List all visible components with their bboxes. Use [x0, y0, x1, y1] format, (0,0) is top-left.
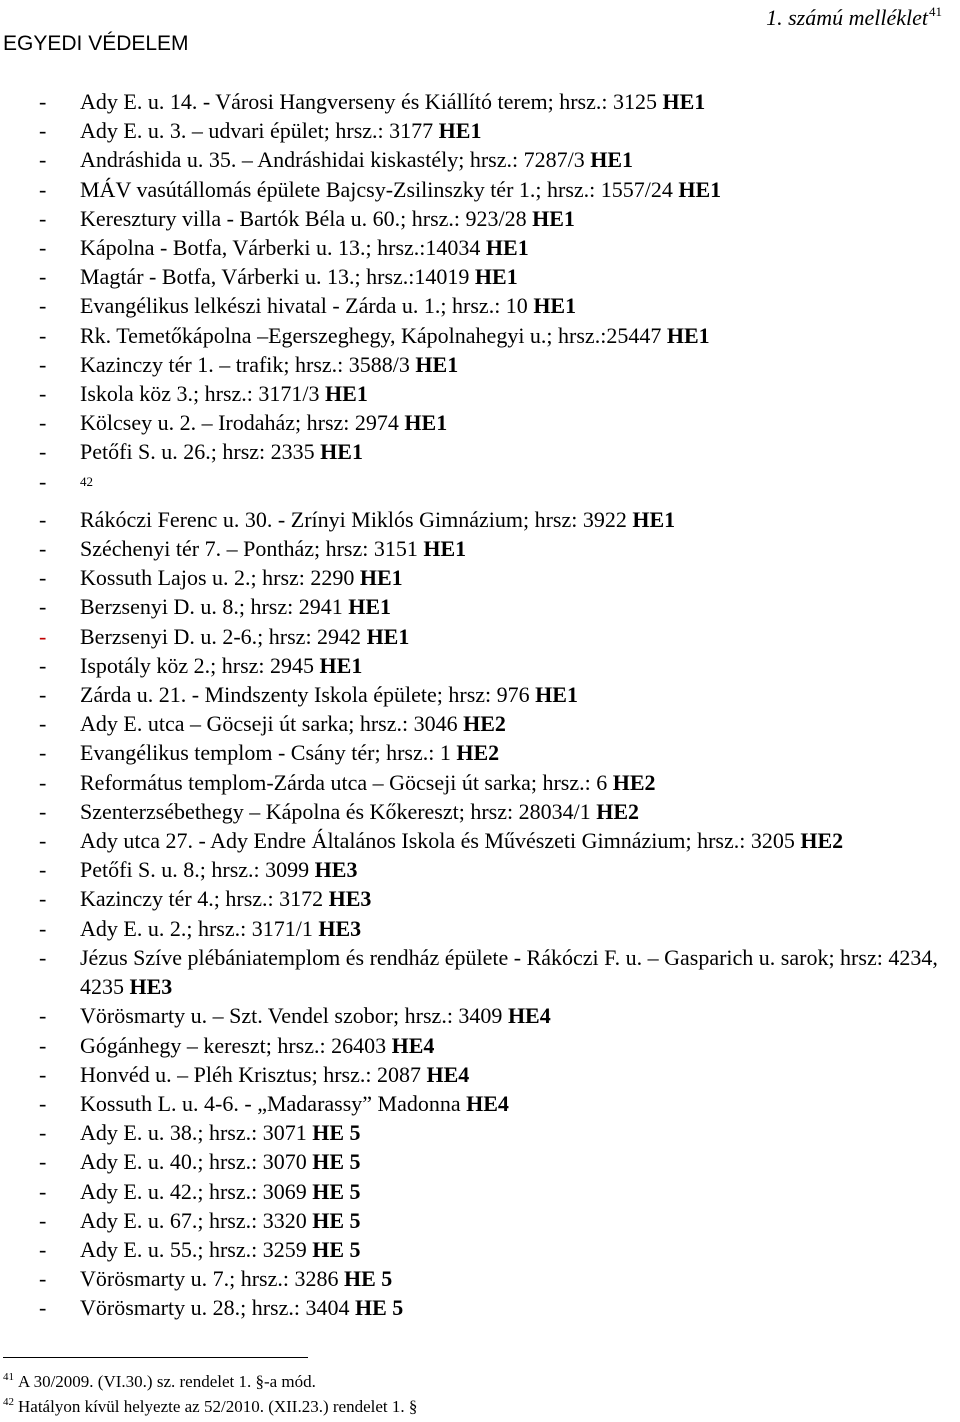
list-item-text — [80, 592, 960, 621]
list-bullet-dash: - — [39, 322, 47, 348]
list-bullet-dash: - — [39, 536, 47, 562]
list-item — [0, 651, 960, 680]
list-item — [0, 505, 960, 534]
address-text: Honvéd u. – Pléh Krisztus; hrsz.: 2087 — [80, 1061, 427, 1087]
list-item — [0, 943, 960, 1001]
protection-category: HE 5 — [312, 1149, 361, 1175]
address-text: Petőfi S. u. 8.; hrsz.: 3099 — [80, 857, 315, 883]
list-item — [0, 437, 960, 466]
protection-category: HE1 — [662, 89, 706, 114]
list-bullet-dash: - — [39, 118, 47, 144]
footnote-ref-42: 42 — [80, 473, 93, 489]
protection-category: HE1 — [366, 623, 410, 649]
list-item — [0, 884, 960, 913]
page-title: EGYEDI VÉDELEM — [3, 32, 189, 55]
list-bullet-dash: - — [39, 381, 47, 407]
address-text: Magtár - Botfa, Várberki u. 13.; hrsz.:14019 — [80, 264, 475, 290]
list-bullet-dash: - — [39, 506, 47, 532]
list-item — [0, 855, 960, 884]
list-bullet-dash: - — [39, 857, 47, 883]
list-item-text — [80, 563, 960, 592]
protection-category: HE3 — [318, 915, 362, 941]
list-bullet-dash: - — [39, 944, 47, 970]
list-item — [0, 291, 960, 320]
address-text: Evangélikus templom - Csány tér; hrsz.: 1 — [80, 740, 457, 766]
protection-category: HE1 — [348, 594, 392, 620]
list-bullet-dash: - — [39, 652, 47, 678]
protection-category: HE2 — [596, 798, 640, 824]
list-item-text — [80, 1206, 960, 1235]
address-text: Ady E. u. 40.; hrsz.: 3070 — [80, 1149, 313, 1175]
list-bullet-dash: - — [39, 439, 47, 465]
protection-category: HE1 — [632, 506, 676, 532]
address-text: MÁV vasútállomás épülete Bajcsy-Zsilinszky tér 1.; hrsz.: 1557/24 — [80, 176, 679, 202]
list-bullet-dash: - — [39, 351, 47, 377]
address-text: Berzsenyi D. u. 8.; hrsz: 2941 — [80, 594, 349, 620]
footnote-42: $^{42}$ Hatályon kívül helyezte az 52/2010. (XII.23.) rendelet 1. § — [3, 1396, 418, 1416]
protection-category: HE 5 — [343, 1266, 393, 1292]
protection-category: HE4 — [426, 1061, 470, 1087]
list-item — [0, 145, 960, 174]
protection-category: HE1 — [423, 536, 467, 562]
address-text: Evangélikus lelkészi hivatal - Zárda u. 1.; hrsz.: 10 — [80, 293, 534, 319]
list-item-text — [80, 262, 960, 291]
list-item — [0, 1118, 960, 1147]
list-item-text — [80, 1001, 960, 1030]
address-text: Ispotály köz 2.; hrsz: 2945 — [80, 652, 320, 678]
list-item — [0, 592, 960, 621]
list-item-text — [80, 1235, 960, 1264]
address-text: Kápolna - Botfa, Várberki u. 13.; hrsz.:14034 — [80, 235, 486, 261]
address-text: Vörösmarty u. 7.; hrsz.: 3286 — [80, 1266, 344, 1292]
list-item-text — [80, 233, 960, 262]
list-item-text — [80, 321, 960, 350]
list-bullet-dash: - — [39, 235, 47, 261]
list-item — [0, 175, 960, 204]
protection-category: HE1 — [359, 565, 403, 591]
list-item — [0, 204, 960, 233]
list-item — [0, 1060, 960, 1089]
protection-category: HE3 — [129, 974, 173, 1000]
protection-category: HE1 — [415, 351, 459, 377]
list-item — [0, 1001, 960, 1030]
list-item — [0, 563, 960, 592]
protection-category: HE2 — [800, 828, 844, 854]
address-text: Petőfi S. u. 26.; hrsz: 2335 — [80, 439, 321, 465]
address-text: Vörösmarty u. 28.; hrsz.: 3404 — [80, 1295, 355, 1321]
protection-category: HE1 — [404, 410, 448, 436]
address-text: Kazinczy tér 4.; hrsz.: 3172 — [80, 886, 329, 912]
protection-category: HE1 — [590, 147, 634, 173]
list-item — [0, 1206, 960, 1235]
list-item-text — [80, 709, 960, 738]
list-bullet-dash: - — [39, 828, 47, 854]
list-item-text — [80, 534, 960, 563]
protection-category: HE4 — [507, 1003, 551, 1029]
list-item — [0, 797, 960, 826]
list-item — [0, 709, 960, 738]
list-item-text — [80, 768, 960, 797]
address-text: Ady E. u. 3. – udvari épület; hrsz.: 3177 — [80, 118, 439, 144]
list-item-text — [80, 1060, 960, 1089]
list-item-text — [80, 826, 960, 855]
protection-category: HE1 — [325, 381, 368, 407]
address-text: Vörösmarty u. – Szt. Vendel szobor; hrsz.: 3409 — [80, 1003, 508, 1029]
protection-category: HE1 — [532, 205, 575, 231]
list-bullet-dash: - — [39, 623, 47, 649]
address-text: Keresztury villa - Bartók Béla u. 60.; hrsz.: 923/28 — [80, 205, 533, 231]
address-text: Ady E. u. 55.; hrsz.: 3259 — [80, 1236, 313, 1262]
list-item — [0, 622, 960, 651]
list-bullet-dash: - — [39, 565, 47, 591]
list-item-text — [80, 204, 960, 233]
list-item-text — [80, 1177, 960, 1206]
list-item-text — [80, 1118, 960, 1147]
footnote-41: $^{41}$ A 30/2009. (VI.30.) sz. rendelet 1. §-a mód. — [3, 1371, 316, 1391]
list-item-text — [80, 116, 960, 145]
list-bullet-dash: - — [39, 740, 47, 766]
list-item — [0, 1147, 960, 1176]
list-item-text — [80, 1089, 960, 1118]
address-text: Rákóczi Ferenc u. 30. - Zrínyi Miklós Gimnázium; hrsz: 3922 — [80, 506, 633, 532]
protection-category: HE1 — [438, 118, 482, 144]
list-item-text — [80, 1293, 960, 1322]
address-text: Jézus Szíve plébániatemplom és rendház épülete - Rákóczi F. u. – Gasparich u. sarok; hrsz: 4234, 4235 — [80, 944, 938, 1000]
protection-category: HE2 — [612, 769, 656, 795]
address-text: Ady E. utca – Göcseji út sarka; hrsz.: 3046 — [80, 711, 464, 737]
list-bullet-dash: - — [39, 468, 47, 494]
list-item — [0, 467, 960, 505]
protection-category: HE1 — [535, 682, 578, 708]
protection-category: HE1 — [666, 322, 710, 348]
list-item-text — [80, 1264, 960, 1293]
list-bullet-dash: - — [39, 1120, 47, 1146]
protection-category: HE4 — [466, 1090, 509, 1116]
protection-category: HE 5 — [312, 1178, 361, 1204]
footnote-separator — [3, 1357, 308, 1358]
address-text: Ady E. u. 67.; hrsz.: 3320 — [80, 1207, 313, 1233]
list-bullet-dash: - — [39, 1266, 47, 1292]
address-text: Ady utca 27. - Ady Endre Általános Iskola és Művészeti Gimnázium; hrsz.: 3205 — [80, 828, 801, 854]
list-item — [0, 914, 960, 943]
protection-category: HE1 — [474, 264, 518, 290]
list-item-text — [80, 467, 960, 505]
list-bullet-dash: - — [39, 798, 47, 824]
address-text: Kossuth L. u. 4-6. - „Madarassy” Madonna — [80, 1090, 467, 1116]
list-item — [0, 768, 960, 797]
list-item — [0, 379, 960, 408]
list-bullet-dash: - — [39, 176, 47, 202]
list-bullet-dash: - — [39, 1003, 47, 1029]
list-bullet-dash: - — [39, 1207, 47, 1233]
list-item-text — [80, 350, 960, 379]
protection-category: HE 5 — [312, 1207, 361, 1233]
list-item-text — [80, 855, 960, 884]
list-item — [0, 1235, 960, 1264]
list-item-text — [80, 291, 960, 320]
protected-buildings-list — [0, 87, 960, 1323]
list-item — [0, 87, 960, 116]
address-text: Széchenyi tér 7. – Pontház; hrsz: 3151 — [80, 536, 424, 562]
list-item — [0, 233, 960, 262]
address-text: Gógánhegy – kereszt; hrsz.: 26403 — [80, 1032, 392, 1058]
list-item — [0, 1293, 960, 1322]
list-item-text — [80, 797, 960, 826]
list-item — [0, 350, 960, 379]
list-item-text — [80, 1031, 960, 1060]
footnote-ref-41: 41 — [929, 4, 942, 19]
list-item-text — [80, 437, 960, 466]
list-item — [0, 1264, 960, 1293]
list-bullet-dash: - — [39, 886, 47, 912]
protection-category: HE1 — [485, 235, 529, 261]
list-item-text — [80, 505, 960, 534]
address-text: Kossuth Lajos u. 2.; hrsz: 2290 — [80, 565, 360, 591]
list-item-text — [80, 884, 960, 913]
annex-label: 1. számú melléklet$^{41}$ — [766, 4, 942, 30]
list-bullet-dash: - — [39, 264, 47, 290]
list-bullet-dash: - — [39, 89, 47, 114]
list-item-text — [80, 914, 960, 943]
protection-category: HE4 — [391, 1032, 435, 1058]
list-item-text — [80, 680, 960, 709]
list-bullet-dash: - — [39, 1032, 47, 1058]
list-item-text — [80, 622, 960, 651]
address-text: Református templom-Zárda utca – Göcseji út sarka; hrsz.: 6 — [80, 769, 613, 795]
list-item — [0, 1089, 960, 1118]
list-item — [0, 534, 960, 563]
list-item — [0, 408, 960, 437]
list-bullet-dash: - — [39, 769, 47, 795]
address-text: Andráshida u. 35. – Andráshidai kiskastély; hrsz.: 7287/3 — [80, 147, 591, 173]
address-text: Ady E. u. 14. - Városi Hangverseny és Kiállító terem; hrsz.: 3125 — [80, 89, 663, 114]
list-item — [0, 738, 960, 767]
list-item-text — [80, 408, 960, 437]
list-item-text — [80, 175, 960, 204]
address-text: Ady E. u. 2.; hrsz.: 3171/1 — [80, 915, 319, 941]
address-text: Zárda u. 21. - Mindszenty Iskola épülete; hrsz: 976 — [80, 682, 536, 708]
list-item — [0, 262, 960, 291]
list-bullet-dash: - — [39, 1236, 47, 1262]
protection-category: HE1 — [533, 293, 577, 319]
list-item — [0, 1031, 960, 1060]
protection-category: HE1 — [319, 652, 363, 678]
address-text: Kazinczy tér 1. – trafik; hrsz.: 3588/3 — [80, 351, 416, 377]
list-bullet-dash: - — [39, 1061, 47, 1087]
list-item — [0, 680, 960, 709]
address-text: Kölcsey u. 2. – Irodaház; hrsz: 2974 — [80, 410, 405, 436]
list-bullet-dash: - — [39, 147, 47, 173]
address-text: Szenterzsébethegy – Kápolna és Kőkereszt; hrsz: 28034/1 — [80, 798, 597, 824]
list-bullet-dash: - — [39, 682, 47, 708]
address-text: Ady E. u. 42.; hrsz.: 3069 — [80, 1178, 313, 1204]
list-bullet-dash: - — [39, 915, 47, 941]
protection-category: HE3 — [314, 857, 358, 883]
protection-category: HE 5 — [312, 1236, 361, 1262]
protection-category: HE2 — [456, 740, 500, 766]
address-text: Iskola köz 3.; hrsz.: 3171/3 — [80, 381, 326, 407]
list-bullet-dash: - — [39, 293, 47, 319]
list-item — [0, 826, 960, 855]
list-item-text — [80, 1147, 960, 1176]
address-text: Berzsenyi D. u. 2-6.; hrsz: 2942 — [80, 623, 367, 649]
protection-category: HE 5 — [354, 1295, 404, 1321]
list-item-text — [80, 651, 960, 680]
list-bullet-dash: - — [39, 1295, 47, 1321]
list-bullet-dash: - — [39, 205, 47, 231]
list-item-text — [80, 87, 960, 116]
address-text: Rk. Temetőkápolna –Egerszeghegy, Kápolnahegyi u.; hrsz.:25447 — [80, 322, 667, 348]
list-item — [0, 1177, 960, 1206]
list-bullet-dash: - — [39, 410, 47, 436]
list-item-text — [80, 379, 960, 408]
list-item-text — [80, 738, 960, 767]
list-item-text — [80, 145, 960, 174]
list-bullet-dash: - — [39, 1090, 47, 1116]
address-text: Ady E. u. 38.; hrsz.: 3071 — [80, 1120, 313, 1146]
list-bullet-dash: - — [39, 1178, 47, 1204]
protection-category: HE1 — [320, 439, 363, 465]
protection-category: HE3 — [328, 886, 372, 912]
protection-category: HE1 — [678, 176, 722, 202]
list-item — [0, 321, 960, 350]
list-item — [0, 116, 960, 145]
list-bullet-dash: - — [39, 1149, 47, 1175]
list-bullet-dash: - — [39, 711, 47, 737]
protection-category: HE 5 — [312, 1120, 361, 1146]
protection-category: HE2 — [463, 711, 506, 737]
list-item-text — [80, 943, 960, 1001]
list-bullet-dash: - — [39, 594, 47, 620]
